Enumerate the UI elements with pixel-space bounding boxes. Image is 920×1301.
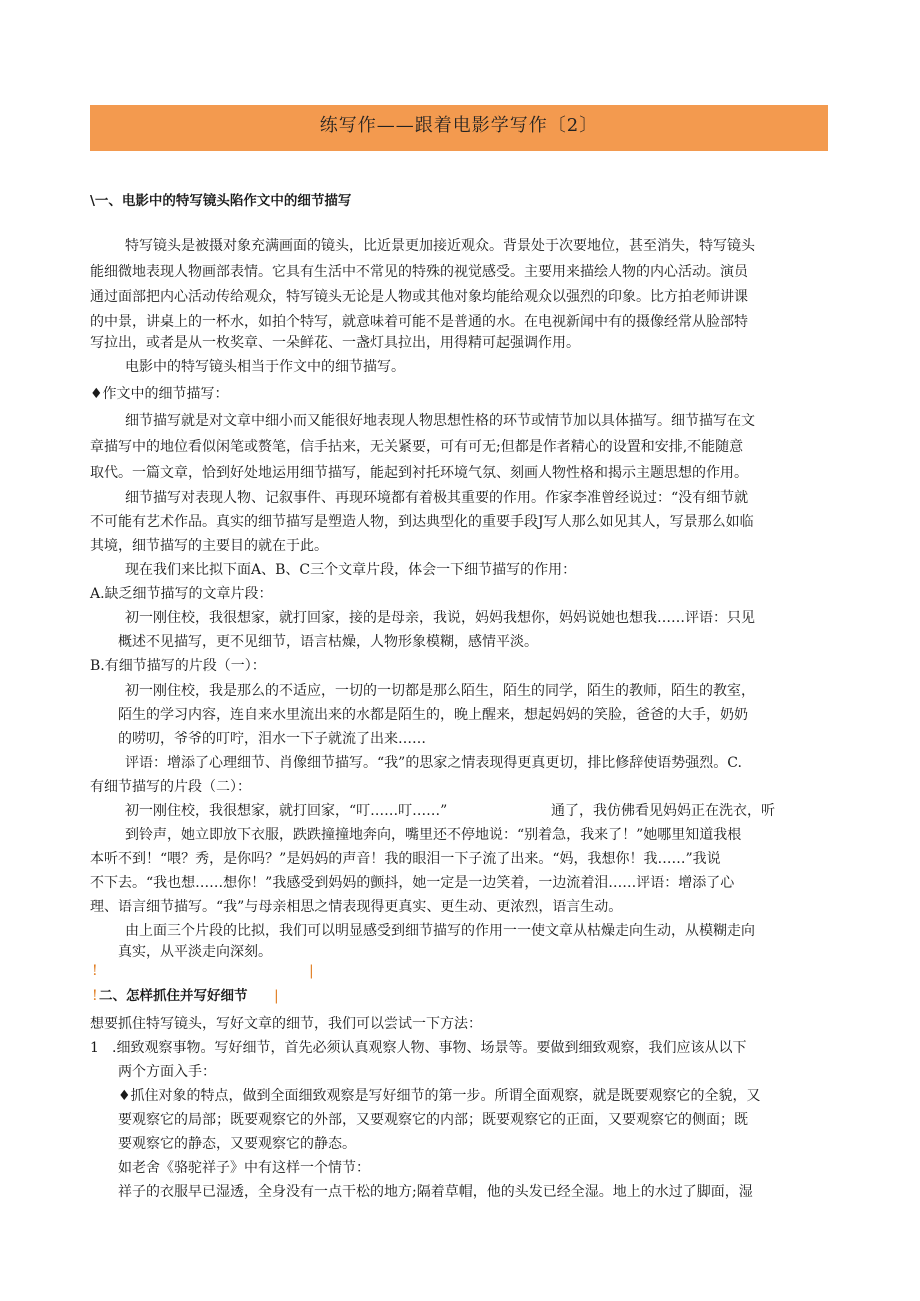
excerpt-line: 通了，我仿佛看见妈妈正在洗衣，听 <box>551 803 775 819</box>
excerpt-line: 初一刚住校，我很想家，就打回家，“叮……叮……” <box>125 803 448 819</box>
excerpt-line: 陌生的学习内容，连自来水里流出来的水都是陌生的，晚上醒来，想起妈妈的笑脸，爸爸的大手，奶奶 <box>118 707 748 723</box>
list-subitem: 要观察它的静态，又要观察它的静态。 <box>118 1136 356 1152</box>
mark: | <box>309 963 314 979</box>
paragraph-line: 细节描写对表现人物、记叙事件、再现环境都有着极其重要的作用。作家李准曾经说过：“没有细节就 <box>125 490 749 506</box>
excerpt-label-a: A.缺乏细节描写的文章片段： <box>90 586 273 602</box>
excerpt-line: 的唠叨，爷爷的叮咛，泪水一下子就流了出来…… <box>118 731 426 747</box>
excerpt-line: 不下去。“我也想……想你！”我感受到妈妈的颤抖，她一定是一边笑着，一边流着泪……评语：增添了心 <box>90 875 735 891</box>
summary-line: 真实，从平淡走向深刻。 <box>118 944 272 960</box>
excerpt-line: 初一刚住校，我很想家，就打回家，接的是母亲，我说，妈妈我想你，妈妈说她也想我……评语：只见 <box>125 610 755 626</box>
mark: | <box>274 988 279 1004</box>
paragraph-line: 的中景，讲桌上的一杯水，如拍个特写，就意味着可能不是普通的水。在电视新闻中有的摄像经常从脸部特 <box>90 314 748 330</box>
example-text: 祥子的衣服早已湿透，全身没有一点干松的地方;隔着草帽，他的头发已经全湿。地上的水过了脚面，湿 <box>118 1184 753 1200</box>
excerpt-line: 本听不到！“喂？秀，是你吗？”是妈妈的声音！我的眼泪一下子流了出来。“妈，我想你！我……”我说 <box>90 851 721 867</box>
paragraph-line: 电影中的特写镜头相当于作文中的细节描写。 <box>125 359 405 375</box>
list-item: 两个方面入手： <box>118 1064 216 1080</box>
excerpt-label-b: B.有细节描写的片段（一）： <box>90 658 266 674</box>
paragraph-line: 不可能有艺术作品。真实的细节描写是塑造人物，到达典型化的重要手段J写人那么如见其人，写景那么如临 <box>90 514 754 530</box>
mark: ! <box>92 963 98 979</box>
section-heading-1: \一、电影中的特写镜头陷作文中的细节描写 <box>90 193 352 209</box>
paragraph-line: 写拉出，或者是从一枚奖章、一朵鲜花、一盏灯具拉出，用得精可起强调作用。 <box>90 335 580 351</box>
paragraph-line: 章描写中的地位看似闲笔或赘笔，信手拈来，无关紧要，可有可无;但都是作者精心的设置和安排,不能随意 <box>90 439 744 455</box>
list-item: .细致观察事物。写好细节，首先必须认真观察人物、事物、场景等。要做到细致观察，我们应该从以下 <box>112 1040 747 1056</box>
mark: ! <box>92 988 98 1004</box>
summary-line: 由上面三个片段的比拟，我们可以明显感受到细节描写的作用一一使文章从枯燥走向生动，从模糊走向 <box>125 923 755 939</box>
list-subitem: 要观察它的局部；既要观察它的外部，又要观察它的内部；既要观察它的正面，又要观察它的侧面；既 <box>118 1112 748 1128</box>
excerpt-label-c: 有细节描写的片段（二）： <box>90 779 251 795</box>
example-intro: 如老舍《骆驼祥子》中有这样一个情节： <box>118 1160 370 1176</box>
paragraph-line: 想要抓住特写镜头，写好文章的细节，我们可以尝试一下方法： <box>90 1016 482 1032</box>
excerpt-line: 到铃声，她立即放下衣服，跌跌撞撞地奔向，嘴里还不停地说：“别着急，我来了！”她哪里知道我根 <box>125 827 742 843</box>
excerpt-line: 理、语言细节描写。“我”与母亲相思之情表现得更真实、更生动、更浓烈，语言生动。 <box>90 899 623 915</box>
list-number: 1 <box>90 1040 99 1056</box>
paragraph-line: 现在我们来比拟下面A、B、C三个文章片段，体会一下细节描写的作用： <box>125 562 577 578</box>
list-subitem: ♦抓住对象的特点，做到全面细致观察是写好细节的第一步。所谓全面观察，就是既要观察它的全貌，又 <box>118 1088 761 1104</box>
paragraph-line: 特写镜头是被摄对象充满画面的镜头，比近景更加接近观众。背景处于次要地位，甚至消失，特写镜头 <box>125 238 755 254</box>
paragraph-line: 通过面部把内心活动传给观众，特写镜头无论是人物或其他对象均能给观众以强烈的印象。比方拍老师讲课 <box>90 289 748 305</box>
excerpt-line: 概述不见描写，更不见细节，语言枯燥，人物形象模糊，感情平淡。 <box>118 634 538 650</box>
excerpt-line: 初一刚住校，我是那么的不适应，一切的一切都是那么陌生，陌生的同学，陌生的教师，陌生的教室， <box>125 683 755 699</box>
subheading: ♦作文中的细节描写： <box>90 386 229 402</box>
excerpt-line: 评语：增添了心理细节、肖像细节描写。“我”的思家之情表现得更真更切，排比修辞使语势强烈。C. <box>125 755 742 771</box>
paragraph-line: 其境，细节描写的主要目的就在于此。 <box>90 538 328 554</box>
paragraph-line: 能细微地表现人物画部表情。它具有生活中不常见的特殊的视觉感受。主要用来描绘人物的内心活动。演员 <box>90 264 748 280</box>
paragraph-line: 取代。一篇文章，恰到好处地运用细节描写，能起到衬托环境气氛、刻画人物性格和揭示主题思想的作用。 <box>90 465 748 481</box>
title-banner: 练写作——跟着电影学写作〔2〕 <box>90 105 828 151</box>
paragraph-line: 细节描写就是对文章中细小而又能很好地表现人物思想性格的环节或情节加以具体描写。细节描写在文 <box>125 413 755 429</box>
section-heading-2: 二、怎样抓住并写好细节 <box>99 988 248 1004</box>
